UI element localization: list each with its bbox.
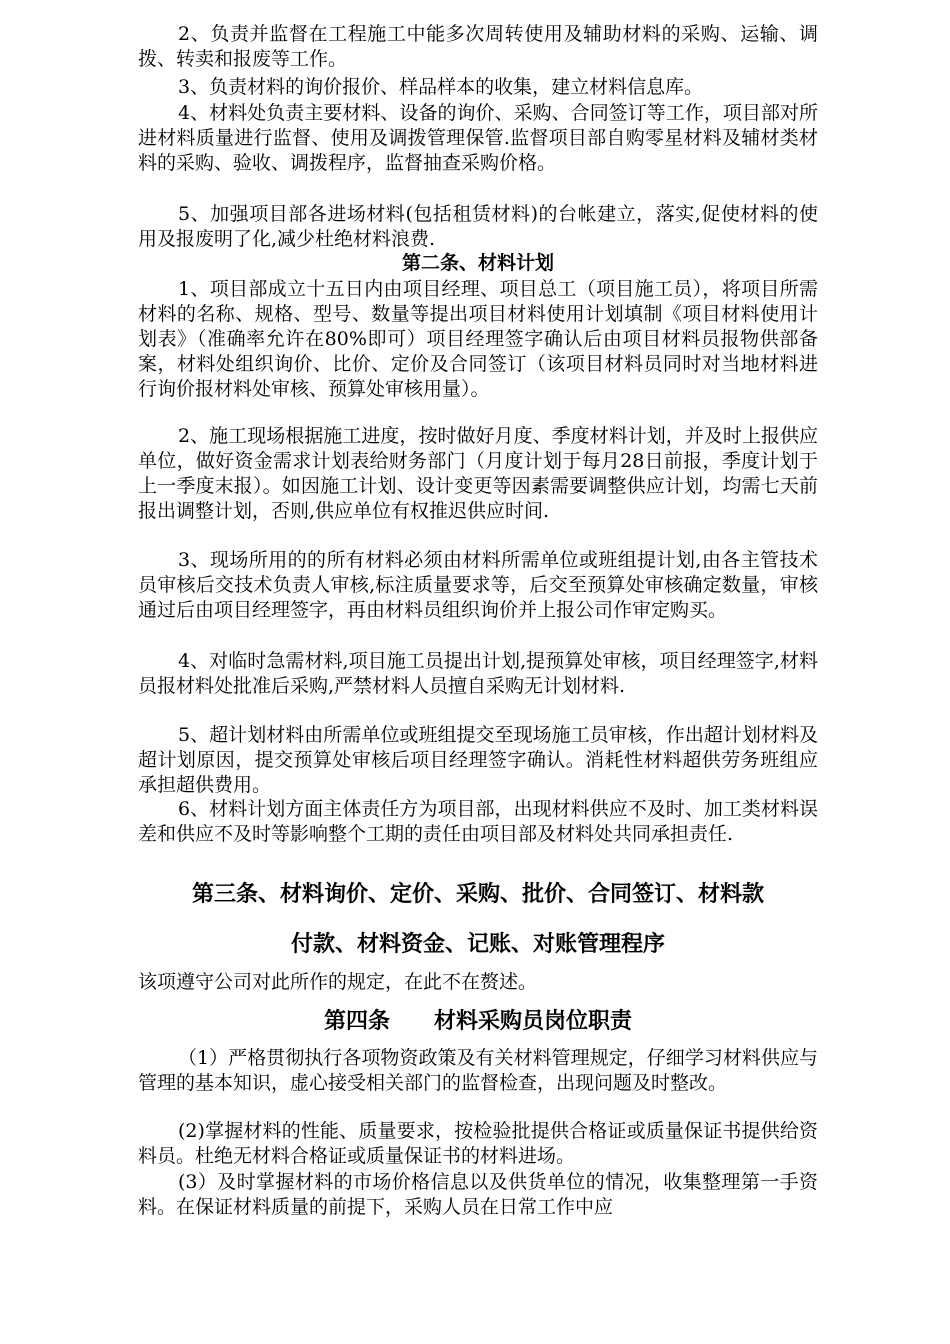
- paragraph-section1-item2: 2、负责并监督在工程施工中能多次周转使用及辅助材料的采购、运输、调拨、转卖和报废等工作。: [138, 23, 818, 70]
- paragraph-section1-item4: 4、材料处负责主要材料、设备的询价、采购、合同签订等工作，项目部对所进材料质量进行监督、使用及调拨管理保管.监督项目部自购零星材料及辅材类材料的采购、验收、调拨程序，监督抽查采购价格。: [138, 102, 818, 174]
- paragraph-section1-item3: 3、负责材料的询价报价、样品样本的收集，建立材料信息库。: [178, 76, 704, 98]
- paragraph-article2-item1: 1、项目部成立十五日内由项目经理、项目总工（项目施工员），将项目所需材料的名称、规格、型号、数量等提出项目材料使用计划填制《项目材料使用计划表》（准确率允许在80%即可）项目经理签字确认后由项目材料员报物供部备案，材料处组织询价、比价、定价及合同签订（该项目材料员同时对当地材料进行询价报材料处审核、预算处审核用量）。: [138, 278, 818, 400]
- paragraph-section1-item5: 5、加强项目部各进场材料(包括租赁材料)的台帐建立，落实,促使材料的使用及报废明了化,减少杜绝材料浪费.: [138, 203, 818, 250]
- paragraph-article2-item3: 3、现场所用的的所有材料必须由材料所需单位或班组提计划,由各主管技术员审核后交技术负责人审核,标注质量要求等，后交至预算处审核确定数量，审核通过后由项目经理签字，再由材料员组织询价并上报公司作审定购买。: [138, 549, 818, 621]
- article3-heading-line2: 付款、材料资金、记账、对账管理程序: [290, 932, 665, 957]
- paragraph-article4-item1: （1）严格贯彻执行各项物资政策及有关材料管理规定，仔细学习材料供应与管理的基本知识，虚心接受相关部门的监督检查，出现问题及时整改。: [138, 1047, 818, 1094]
- paragraph-article2-item2: 2、施工现场根据施工进度，按时做好月度、季度材料计划，并及时上报供应单位，做好资金需求计划表给财务部门（月度计划于每月28日前报，季度计划于上一季度末报）。如因施工计划、设计变更等因素需要调整供应计划，均需七天前报出调整计划，否则,供应单位有权推迟供应时间.: [138, 425, 818, 522]
- article2-heading: 第二条、材料计划: [401, 252, 554, 274]
- paragraph-article4-item2: (2)掌握材料的性能、质量要求，按检验批提供合格证或质量保证书提供给资料员。杜绝无材料合格证或质量保证书的材料进场。: [138, 1120, 818, 1167]
- article4-heading: 第四条 材料采购员岗位职责: [323, 1009, 632, 1034]
- article3-heading-line1: 第三条、材料询价、定价、采购、批价、合同签订、材料款: [191, 882, 764, 907]
- paragraph-article4-item3: (3）及时掌握材料的市场价格信息以及供货单位的情况，收集整理第一手资料。在保证材料质量的前提下，采购人员在日常工作中应: [138, 1171, 818, 1218]
- paragraph-article2-item6: 6、材料计划方面主体责任方为项目部，出现材料供应不及时、加工类材料误差和供应不及时等影响整个工期的责任由项目部及材料处共同承担责任.: [138, 798, 818, 845]
- paragraph-article2-item5: 5、超计划材料由所需单位或班组提交至现场施工员审核，作出超计划材料及超计划原因，提交预算处审核后项目经理签字确认。消耗性材料超供劳务班组应承担超供费用。: [138, 724, 818, 796]
- paragraph-article2-item4: 4、对临时急需材料,项目施工员提出计划,提预算处审核，项目经理签字,材料员报材料处批准后采购,严禁材料人员擅自采购无计划材料.: [138, 650, 818, 697]
- paragraph-article3-body: 该项遵守公司对此所作的规定，在此不在赘述。: [138, 971, 538, 993]
